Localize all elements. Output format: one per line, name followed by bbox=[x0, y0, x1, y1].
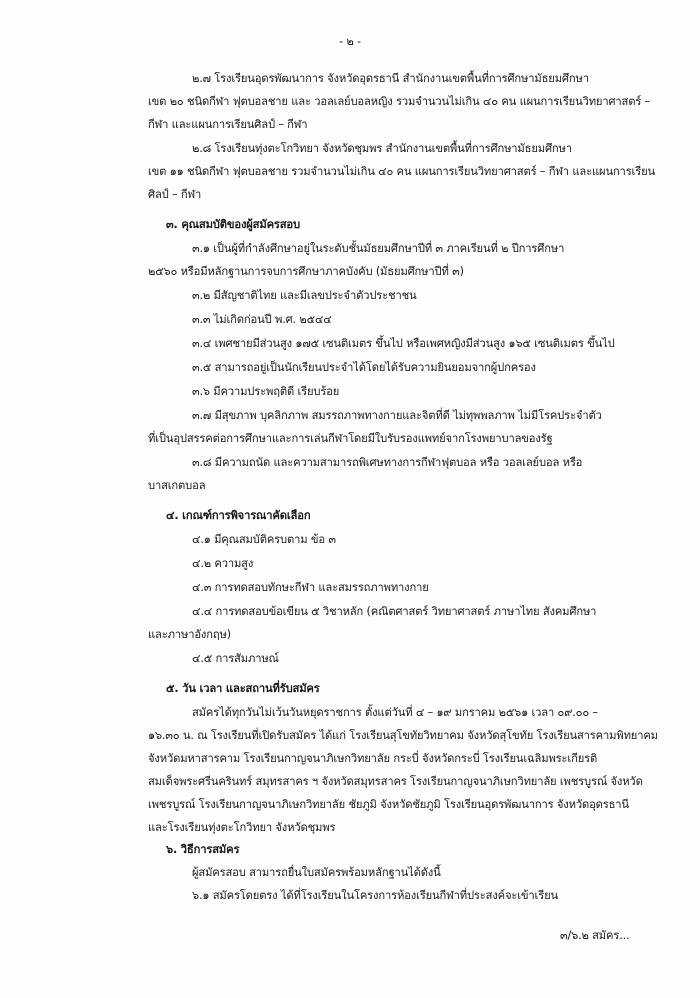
item-4-5: ๔.๕ การสัมภาษณ์ bbox=[192, 652, 279, 665]
section-5-line-2: ๑๖.๓๐ น. ณ โรงเรียนที่เปิดรับสมัคร ได้แก่ โรงเรียนสุโขทัยวิทยาคม จังหวัดสุโขทัย โรงเรียนสารคามพิทยาคม bbox=[148, 729, 658, 742]
section-5-line-1: สมัครได้ทุกวันไม่เว้นวันหยุดราชการ ตั้งแต่วันที่ ๔ – ๑๙ มกราคม ๒๕๖๑ เวลา ๐๙.๐๐ – bbox=[192, 706, 598, 719]
item-4-4-line-2: และภาษาอังกฤษ) bbox=[148, 628, 231, 641]
item-3-2: ๓.๒ มีสัญชาติไทย และมีเลขประจำตัวประชาชน bbox=[192, 289, 417, 302]
item-2-7-line-3: กีฬา และแผนการเรียนศิลป์ – กีฬา bbox=[148, 118, 308, 131]
item-3-7-line-2: ที่เป็นอุปสรรคต่อการศึกษาและการเล่นกีฬาโดยมีใบรับรองแพทย์จากโรงพยาบาลของรัฐ bbox=[148, 432, 553, 445]
section-5-line-5: เพชรบูรณ์ โรงเรียนกาญจนาภิเษกวิทยาลัย ชัยภูมิ จังหวัดชัยภูมิ โรงเรียนอุดรพัฒนาการ จังหวัดอุดรธานี bbox=[148, 798, 629, 811]
item-2-7-line-1: ๒.๗ โรงเรียนอุดรพัฒนาการ จังหวัดอุดรธานี สำนักงานเขตพื้นที่การศึกษามัธยมศึกษา bbox=[192, 72, 589, 85]
item-3-7-line-1: ๓.๗ มีสุขภาพ บุคลิกภาพ สมรรถภาพทางกายและจิตที่ดี ไม่ทุพพลภาพ ไม่มีโรคประจำตัว bbox=[192, 409, 602, 422]
item-6-1: ๖.๑ สมัครโดยตรง ได้ที่โรงเรียนในโครงการห้องเรียนกีฬาที่ประสงค์จะเข้าเรียน bbox=[192, 889, 558, 902]
item-4-4-line-1: ๔.๔ การทดสอบข้อเขียน ๕ วิชาหลัก (คณิตศาสตร์ วิทยาศาสตร์ ภาษาไทย สังคมศึกษา bbox=[192, 605, 597, 618]
section-5-heading: ๕. วัน เวลา และสถานที่รับสมัคร bbox=[166, 682, 320, 695]
item-4-1: ๔.๑ มีคุณสมบัติครบตาม ข้อ ๓ bbox=[192, 533, 336, 546]
item-3-1-line-1: ๓.๑ เป็นผู้ที่กำลังศึกษาอยู่ในระดับชั้นมัธยมศึกษาปีที่ ๓ ภาคเรียนที่ ๒ ปีการศึกษา bbox=[192, 242, 565, 255]
section-5-line-4: สมเด็จพระศรีนครินทร์ สมุทรสาคร ฯ จังหวัดสมุทรสาคร โรงเรียนกาญจนาภิเษกวิทยาลัย เพชรบูรณ์ จังหวัด bbox=[148, 775, 643, 788]
item-3-8-line-2: บาสเกตบอล bbox=[148, 479, 206, 492]
section-6-intro: ผู้สมัครสอบ สามารถยื่นใบสมัครพร้อมหลักฐานได้ดังนี้ bbox=[192, 866, 441, 879]
page-number: - ๒ - bbox=[339, 35, 361, 48]
item-4-3: ๔.๓ การทดสอบทักษะกีฬา และสมรรถภาพทางกาย bbox=[192, 581, 429, 594]
section-6-heading: ๖. วิธีการสมัคร bbox=[166, 843, 240, 856]
section-5-line-6: และโรงเรียนทุ่งตะโกวิทยา จังหวัดชุมพร bbox=[148, 821, 336, 834]
item-3-5: ๓.๕ สามารถอยู่เป็นนักเรียนประจำได้โดยได้รับความยินยอมจากผู้ปกครอง bbox=[192, 361, 536, 374]
section-3-heading: ๓. คุณสมบัติของผู้สมัครสอบ bbox=[166, 218, 300, 231]
section-5-line-3: จังหวัดมหาสารคาม โรงเรียนกาญจนาภิเษกวิทยาลัย กระบี่ จังหวัดกระบี่ โรงเรียนเฉลิมพระเกียรติ bbox=[148, 752, 598, 765]
item-3-6: ๓.๖ มีความประพฤติดี เรียบร้อย bbox=[192, 385, 340, 398]
item-3-4: ๓.๔ เพศชายมีส่วนสูง ๑๗๕ เซนติเมตร ขึ้นไป หรือเพศหญิงมีส่วนสูง ๑๖๕ เซนติเมตร ขึ้นไป bbox=[192, 337, 615, 350]
continuation-note: ๓/๖.๒ สมัคร... bbox=[560, 929, 630, 942]
item-2-7-line-2: เขต ๒๐ ชนิดกีฬา ฟุตบอลชาย และ วอลเลย์บอลหญิง รวมจำนวนไม่เกิน ๔๐ คน แผนการเรียนวิทยาศาสตร์ – bbox=[148, 95, 651, 108]
item-3-1-line-2: ๒๕๖๐ หรือมีหลักฐานการจบการศึกษาภาคบังคับ (มัธยมศึกษาปีที่ ๓) bbox=[148, 265, 464, 278]
section-4-heading: ๔. เกณฑ์การพิจารณาคัดเลือก bbox=[166, 509, 311, 522]
item-2-8-line-1: ๒.๘ โรงเรียนทุ่งตะโกวิทยา จังหวัดชุมพร สำนักงานเขตพื้นที่การศึกษามัธยมศึกษา bbox=[192, 142, 572, 155]
item-3-8-line-1: ๓.๘ มีความถนัด และความสามารถพิเศษทางการกีฬาฟุตบอล หรือ วอลเลย์บอล หรือ bbox=[192, 456, 583, 469]
item-2-8-line-3: ศิลป์ – กีฬา bbox=[148, 188, 202, 201]
item-4-2: ๔.๒ ความสูง bbox=[192, 557, 254, 570]
item-2-8-line-2: เขต ๑๑ ชนิดกีฬา ฟุตบอลชาย รวมจำนวนไม่เกิน ๔๐ คน แผนการเรียนวิทยาศาสตร์ – กีฬา และแผนการเรียน bbox=[148, 165, 655, 178]
item-3-3: ๓.๓ ไม่เกิดก่อนปี พ.ศ. ๒๕๔๔ bbox=[192, 313, 332, 326]
